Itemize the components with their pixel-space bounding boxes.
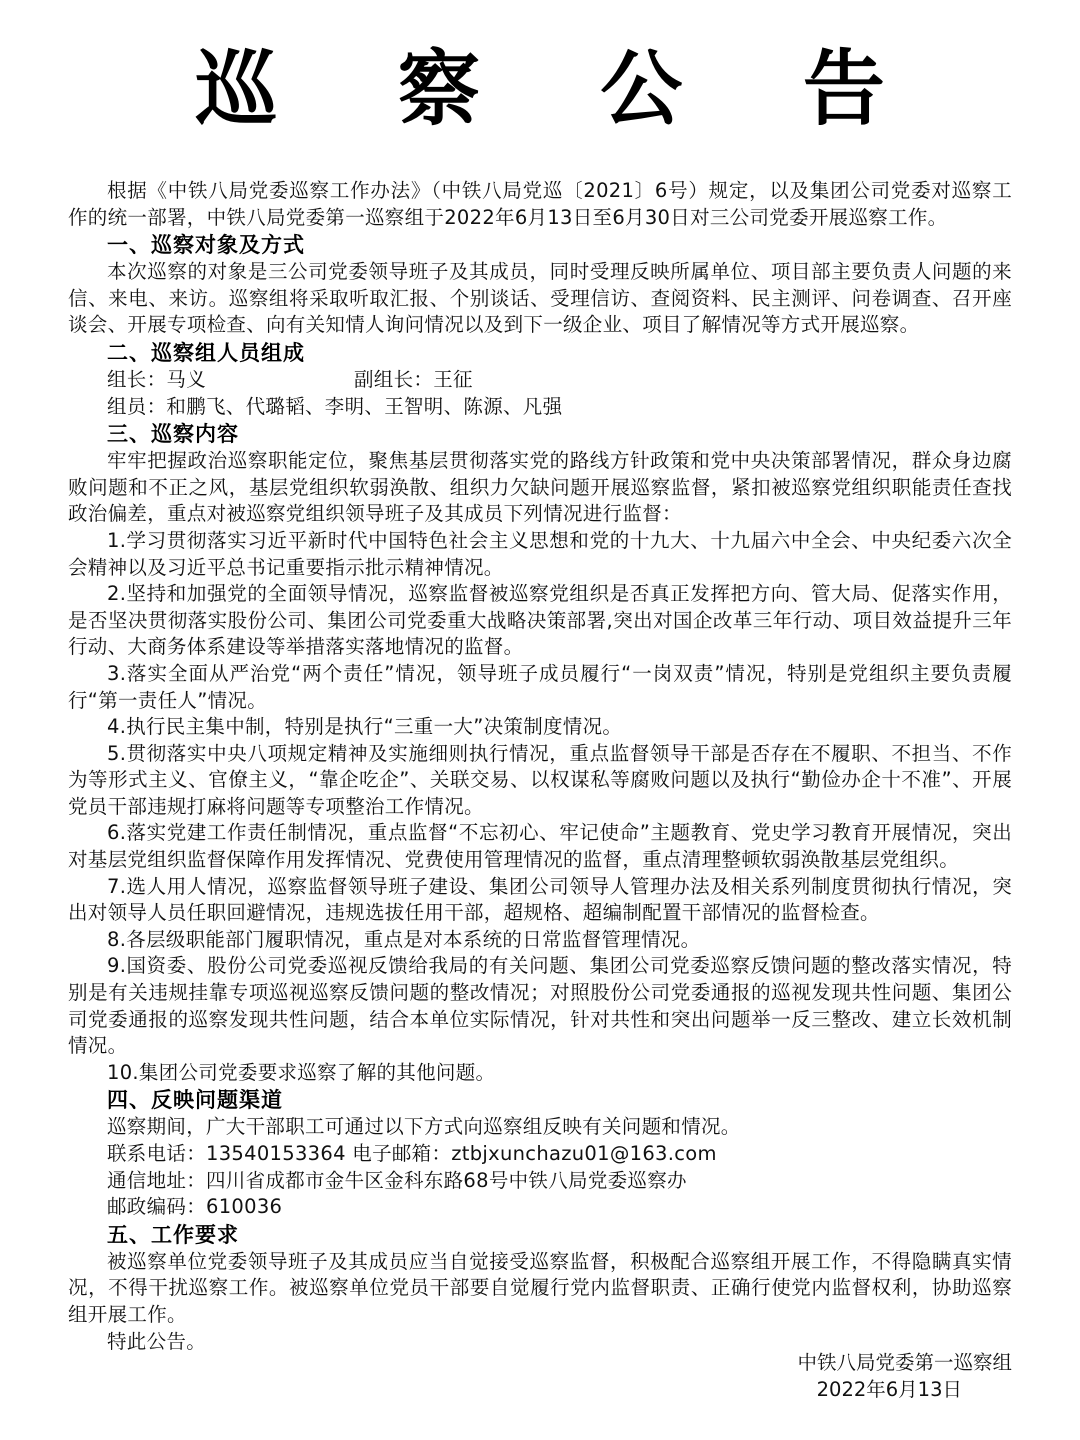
content-item: 3.落实全面从严治党“两个责任”情况，领导班子成员履行“一岗双责”情况，特别是党组织主要负责履行“第一责任人”情况。 (68, 661, 1012, 712)
content-item: 9.国资委、股份公司党委巡视反馈给我局的有关问题、集团公司党委巡察反馈问题的整改落实情况，特别是有关违规挂靠专项巡视巡察反馈问题的整改情况；对照股份公司党委通报的巡视发现共性问题、集团公司党委通报的巡察发现共性问题，结合本单位实际情况，针对共性和突出问题举一反三整改、建立长效机制情况。 (68, 954, 1012, 1058)
section-4-heading: 四、反映问题渠道 (107, 1088, 283, 1113)
content-item: 8.各层级职能部门履职情况，重点是对本系统的日常监督管理情况。 (107, 927, 701, 951)
notice-title: 巡 察 公 告 (195, 42, 931, 137)
signature-date: 2022年6月13日 (816, 1378, 962, 1401)
section-1-body: 本次巡察的对象是三公司党委领导班子及其成员，同时受理反映所属单位、项目部主要负责人问题的来信、来电、来访。巡察组将采取听取汇报、个别谈话、受理信访、查阅资料、民主测评、问卷调查、召开座谈会、开展专项检查、向有关知情人询问情况以及到下一级企业、项目了解情况等方式开展巡察。 (68, 260, 1012, 337)
intro-paragraph: 根据《中铁八局党委巡察工作办法》（中铁八局党巡〔2021〕6号）规定，以及集团公司党委对巡察工作的统一部署，中铁八局党委第一巡察组于2022年6月13日至6月30日对三公司党委开展巡察工作。 (68, 179, 1012, 229)
postcode: 邮政编码：610036 (107, 1195, 283, 1219)
content-item: 6.落实党建工作责任制情况，重点监督“不忘初心、牢记使命”主题教育、党史学习教育开展情况，突出对基层党组织监督保障作用发挥情况、党费使用管理情况的监督，重点清理整顿软弱涣散基层党组织。 (68, 821, 1012, 872)
section-3-body: 牢牢把握政治巡察职能定位，聚焦基层贯彻落实党的路线方针政策和党中央决策部署情况，群众身边腐败问题和不正之风，基层党组织软弱涣散、组织力欠缺问题开展巡察监督，紧扣被巡察党组织职能责任查找政治偏差，重点对被巡察党组织领导班子及其成员下列情况进行监督： (68, 449, 1012, 526)
content-item: 10.集团公司党委要求巡察了解的其他问题。 (107, 1060, 496, 1084)
content-item: 4.执行民主集中制，特别是执行“三重一大”决策制度情况。 (107, 715, 623, 739)
contact-phone-email: 联系电话：13540153364 电子邮箱：ztbjxunchazu01@163.com (107, 1142, 717, 1165)
section-1-heading: 一、巡察对象及方式 (107, 233, 305, 258)
mailing-address: 通信地址：四川省成都市金牛区金科东路68号中铁八局党委巡察办 (107, 1168, 687, 1192)
team-leader: 组长：马义 (107, 367, 207, 391)
team-members: 组员：和鹏飞、代璐韬、李明、王智明、陈源、凡强 (107, 394, 563, 418)
section-3-heading: 三、巡察内容 (107, 422, 239, 447)
closing-text: 特此公告。 (107, 1329, 207, 1353)
signature-org: 中铁八局党委第一巡察组 (797, 1351, 1012, 1374)
section-5-heading: 五、工作要求 (107, 1222, 239, 1247)
content-item: 1.学习贯彻落实习近平新时代中国特色社会主义思想和党的十九大、十九届六中全会、中央纪委六次全会精神以及习近平总书记重要指示批示精神情况。 (68, 528, 1012, 579)
team-deputy: 副组长：王征 (354, 367, 473, 391)
channel-intro: 巡察期间，广大干部职工可通过以下方式向巡察组反映有关问题和情况。 (107, 1115, 741, 1139)
section-2-heading: 二、巡察组人员组成 (107, 340, 305, 365)
content-item: 2.坚持和加强党的全面领导情况，巡察监督被巡察党组织是否真正发挥把方向、管大局、促落实作用，是否坚决贯彻落实股份公司、集团公司党委重大战略决策部署,突出对国企改革三年行动、项目效益提升三年行动、大商务体系建设等举措落实落地情况的监督。 (68, 582, 1012, 659)
content-item: 5.贯彻落实中央八项规定精神及实施细则执行情况，重点监督领导干部是否存在不履职、不担当、不作为等形式主义、官僚主义，“靠企吃企”、关联交易、以权谋私等腐败问题以及执行“勤俭办企十不准”、开展党员干部违规打麻将问题等专项整治工作情况。 (68, 741, 1012, 818)
content-item: 7.选人用人情况，巡察监督领导班子建设、集团公司领导人管理办法及相关系列制度贯彻执行情况，突出对领导人员任职回避情况，违规选拔任用干部，超规格、超编制配置干部情况的监督检查。 (68, 874, 1012, 925)
team-leaders-row (68, 367, 1012, 394)
signature-block (797, 1349, 1012, 1403)
section-5-body: 被巡察单位党委领导班子及其成员应当自觉接受巡察监督，积极配合巡察组开展工作，不得隐瞒真实情况，不得干扰巡察工作。被巡察单位党员干部要自觉履行党内监督职责、正确行使党内监督权利，协助巡察组开展工作。 (68, 1249, 1012, 1326)
